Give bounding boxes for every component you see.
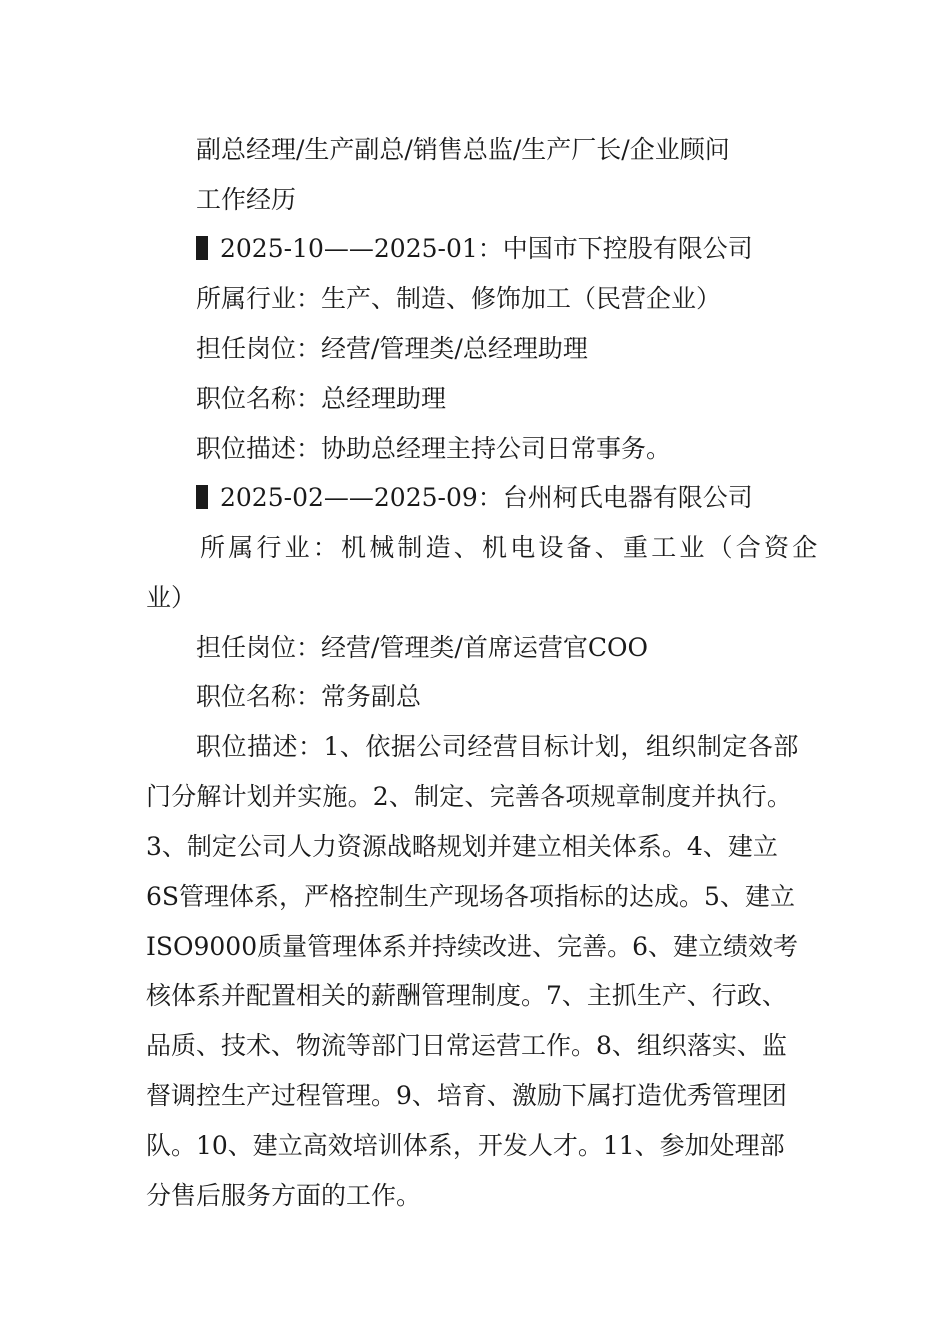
- job-1-title: 职位名称：总经理助理: [196, 384, 447, 413]
- job-2-description-line: 队。10、建立高效培训体系，开发人才。11、参加处理部: [146, 1131, 785, 1160]
- job-2-description-line: 6S管理体系，严格控制生产现场各项指标的达成。5、建立: [146, 882, 795, 911]
- job-target-line: 副总经理/生产副总/销售总监/生产厂长/企业顾问: [196, 135, 730, 164]
- section-heading-work-experience: 工作经历: [196, 185, 297, 214]
- job-2-industry-cont: 业）: [146, 583, 197, 612]
- job-2-title: 职位名称：常务副总: [196, 682, 422, 711]
- job-2-description-line: 核体系并配置相关的薪酬管理制度。7、主抓生产、行政、: [146, 981, 787, 1010]
- job-1-industry: 所属行业：生产、制造、修饰加工（民营企业）: [196, 284, 722, 313]
- job-2-description-line: 门分解计划并实施。2、制定、完善各项规章制度并执行。: [146, 782, 793, 811]
- bullet-bar-icon: [196, 485, 208, 509]
- bullet-bar-icon: [196, 236, 208, 260]
- job-2-description-line: 职位描述：1、依据公司经营目标计划，组织制定各部: [196, 732, 799, 761]
- job-2-description-line: 分售后服务方面的工作。: [146, 1181, 422, 1210]
- job-2-description-line: 3、制定公司人力资源战略规划并建立相关体系。4、建立: [146, 832, 778, 861]
- job-2-description-line: ISO9000质量管理体系并持续改进、完善。6、建立绩效考: [146, 932, 799, 961]
- job-2-description-line: 督调控生产过程管理。9、培育、激励下属打造优秀管理团: [146, 1081, 787, 1110]
- job-1-description: 职位描述：协助总经理主持公司日常事务。: [196, 434, 672, 463]
- job-2-industry: 所属行业：机械制造、机电设备、重工业（合资企: [200, 533, 821, 562]
- job-2-position: 担任岗位：经营/管理类/首席运营官COO: [196, 633, 648, 662]
- job-entry-2-header: [196, 482, 753, 514]
- job-entry-1-header: [196, 233, 753, 265]
- job-1-position: 担任岗位：经营/管理类/总经理助理: [196, 334, 588, 363]
- job-entry-1-title: 2025-10——2025-01：中国市下控股有限公司: [220, 234, 753, 263]
- job-2-description-line: 品质、技术、物流等部门日常运营工作。8、组织落实、监: [146, 1031, 787, 1060]
- job-entry-2-title: 2025-02——2025-09：台州柯氏电器有限公司: [220, 483, 753, 512]
